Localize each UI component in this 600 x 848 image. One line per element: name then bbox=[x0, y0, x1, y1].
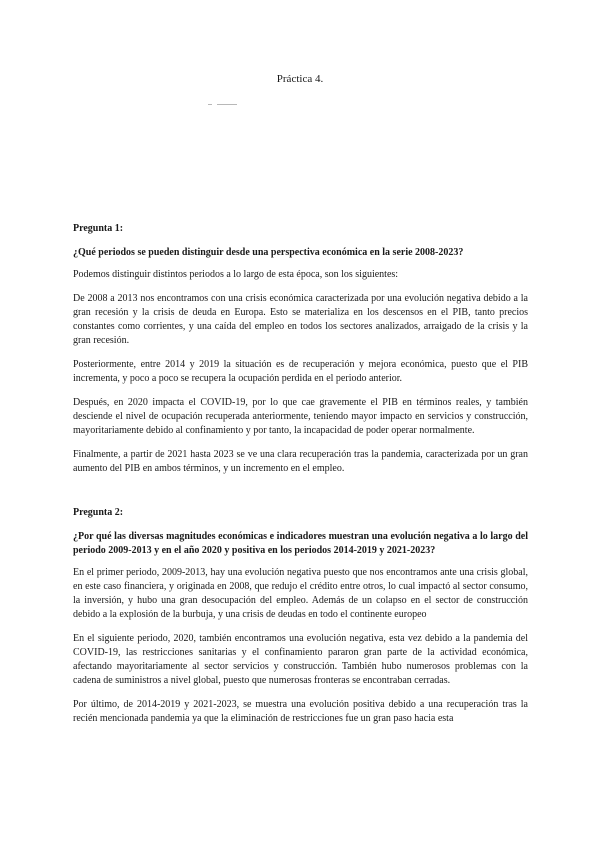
question-2-heading: Pregunta 2: bbox=[73, 507, 124, 518]
question-1-text: ¿Qué periodos se pueden distinguir desde una perspectiva económica en la serie 2008-2023? bbox=[73, 247, 464, 258]
question-1-section bbox=[73, 222, 528, 476]
answer-1-paragraph: Posteriormente, entre 2014 y 2019 la situación es de recuperación y mejora económica, puesto que el PIB incrementa, y poco a poco se recupera la ocupación perdida en el periodo anterior. bbox=[73, 359, 528, 384]
decorative-dashes bbox=[208, 104, 238, 110]
answer-2-paragraph: En el siguiente periodo, 2020, también encontramos una evolución negativa, esta vez debido a la pandemia del COVID-19, las restricciones sanitarias y el confinamiento pararon gran parte de la actividad económica, afectando mayoritariamente al sector servicios y construcción. También hubo numerosos problemas con la cadena de suministros a nivel global, puesto que numerosas fronteras se encontraban cerradas. bbox=[73, 633, 528, 686]
answer-2-paragraph: En el primer periodo, 2009-2013, hay una evolución negativa puesto que nos encontramos ante una crisis global, en este caso financiera, y originada en 2008, que redujo el crédito entre otros, lo cual impactó al sector consumo, la inversión, y hubo una gran desocupación del empleo. Además de un colapso en el sector de construcción debido a la explosión de la burbuja, y una crisis de deudas en todo el continente europeo bbox=[73, 567, 528, 620]
document-body bbox=[73, 222, 528, 736]
answer-1-paragraph: Después, en 2020 impacta el COVID-19, por lo que cae gravemente el PIB en términos reales, y también desciende el nivel de ocupación recuperada anteriormente, teniendo mayor impacto en servicios y construcción, mayoritariamente debido al confinamiento y por tanto, la incapacidad de poder operar normalmente. bbox=[73, 397, 528, 436]
answer-1-paragraph: Podemos distinguir distintos periodos a lo largo de esta época, son los siguientes: bbox=[73, 269, 399, 280]
answer-1-paragraph: De 2008 a 2013 nos encontramos con una crisis económica caracterizada por una evolución negativa debido a la gran recesión y la crisis de deuda en Europa. Esto se materializa en los descensos en el PIB, tanto precios constantes como corrientes, y una caída del empleo en todos los sectores analizados, arraigado de la crisis y la gran recesión. bbox=[73, 293, 528, 346]
answer-2-paragraph: Por último, de 2014-2019 y 2021-2023, se muestra una evolución positiva debido a una recuperación tras la recién mencionada pandemia ya que la eliminación de restricciones fue un gran paso hacia esta bbox=[73, 699, 528, 724]
question-2-text: ¿Por qué las diversas magnitudes económicas e indicadores muestran una evolución negativa a lo largo del periodo 2009-2013 y en el año 2020 y positiva en los periodos 2014-2019 y 2021-2023? bbox=[73, 531, 528, 556]
question-1-heading: Pregunta 1: bbox=[73, 223, 124, 234]
question-2-section bbox=[73, 506, 528, 726]
answer-1-paragraph: Finalmente, a partir de 2021 hasta 2023 se ve una clara recuperación tras la pandemia, caracterizada por un gran aumento del PIB en ambos términos, y un incremento en el empleo. bbox=[73, 449, 528, 474]
document-title: Práctica 4. bbox=[276, 73, 324, 85]
